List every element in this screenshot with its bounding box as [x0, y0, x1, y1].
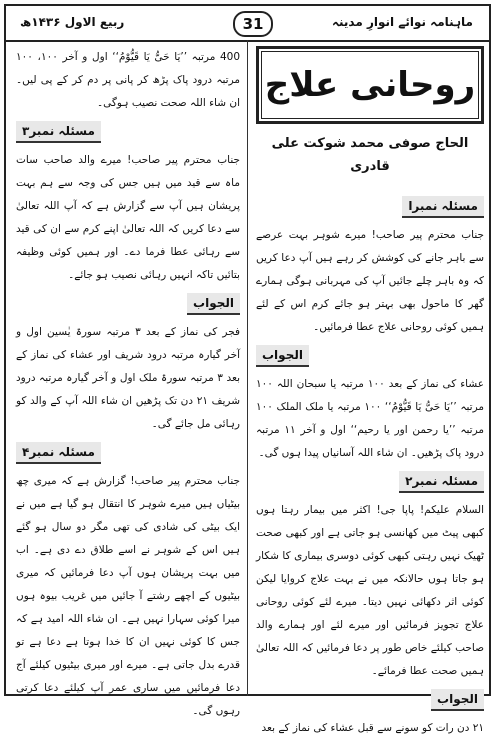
page-number: 31 [233, 11, 273, 37]
issue-date: ربیع الاول ۱۴۳۶ھ [20, 15, 125, 29]
question-text-4: جناب محترم پیر صاحب! گزارش ہے کہ میری چھ بیٹیاں ہیں میرے شوہر کا انتقال ہو گیا ہے میں نے ایک بیٹی کی شادی کی تھی مگر دو سال ہو گئے ہیں اس کے شوہر نے اسے طلاق دے دی ہے۔ اب میں بہت پریشان ہوں آپ دعا فرمائیں کہ میری بیٹیوں کے اچھے رشتے آ جائیں میں غریب بیوہ ہوں میرا کوئی سہارا نہیں ہے۔ ان شاء اللہ امید ہے کہ جس کا کوئی نہیں ان کا خدا ہوتا ہے دعا ہے تو قدرے بدل جاتی ہے۔ میرے اور میری بیٹیوں کیلئے آج دعا فرمائیں میں ساری عمر آپ کیلئے دعا کرتی رہوں گی۔ [16, 475, 240, 717]
column-divider [247, 40, 248, 696]
article-title: روحانی علاج [264, 65, 476, 105]
article-author: الحاج صوفی محمد شوکت علی قادری [271, 136, 469, 174]
left-column [16, 46, 240, 723]
question-heading-3: مسئلہ نمبر۳ [16, 121, 101, 143]
right-column [256, 46, 484, 740]
magazine-page [4, 4, 491, 734]
question-text-2: السلام علیکم! پاپا جی! اکثر میں بیمار رہتا ہوں کبھی پیٹ میں کھانسی ہو جاتی ہے اور کبھی صحت ٹھیک نہیں رہتی کبھی کوئی دوسری بیماری کا شکار ہو جاتا ہوں حالانکہ میں نے بہت علاج کروایا لیکن کوئی اثر دکھائی نہیں دیتا۔ میرے لئے کوئی روحانی علاج تجویز فرمائیں اور میرے لئے اور ہمارے والد صاحب کیلئے خاص طور پر دعا فرمائیں کہ اللہ تعالیٰ ہمیں صحت عطا فرمائے۔ [256, 504, 484, 677]
answer-text-1: عشاء کی نماز کے بعد ۱۰۰ مرتبہ یا سبحان اللہ ۱۰۰ مرتبہ ’’یَا حَیُّ یَا قَیُّوْمُ‘‘ ۱۰۰ مرتبہ یا ملک الملک ۱۰۰ مرتبہ ’’یا رحمن اور یا رحیم‘‘ اول و آخر ۱۱ مرتبہ درود پاک پڑھیں۔ ان شاء اللہ آسانیاں پیدا ہوں گی۔ [256, 378, 484, 459]
title-box [256, 46, 484, 124]
answer-text-2: ۲۱ دن رات کو سونے سے قبل عشاء کی نماز کے بعد [261, 722, 484, 734]
question-heading-1: مسئلہ نمبرا [402, 196, 484, 218]
answer-heading-3: الجواب [187, 293, 240, 315]
answer-text-3: فجر کی نماز کے بعد ۳ مرتبہ سورۃ یٰسین اول و آخر گیارہ مرتبہ درود شریف اور عشاء کی نماز کے بعد ۳ مرتبہ سورۃ ملک اول و آخر گیارہ مرتبہ درود شریف ۲۱ دن تک پڑھیں ان شاء اللہ آپ کے والد کو رہائی مل جائے گی۔ [16, 326, 240, 430]
page-header [6, 6, 489, 42]
answer-heading-1: الجواب [256, 345, 309, 367]
continued-text: 400 مرتبہ ’’یَا حَیُّ یَا قَیُّوْمُ‘‘ اول و آخر ۱۰۰، ۱۰۰ مرتبہ درود پاک پڑھ کر پانی پر دم کر کے پی لیں۔ ان شاء اللہ صحت نصیب ہوگی۔ [16, 51, 240, 109]
question-text-3: جناب محترم پیر صاحب! میرے والد صاحب سات ماہ سے قید میں ہیں جس کی وجہ سے ہم بہت پریشان ہیں آپ سے گزارش ہے کہ آپ اللہ تعالیٰ سے دعا کریں کہ اللہ تعالیٰ اپنے کرم سے ان کی قید سے رہائی عطا فرما دے۔ اور ہمیں کوئی وظیفہ بتائیں تاکہ انہیں رہائی نصیب ہو جائے۔ [16, 154, 240, 281]
magazine-name: ماہنامہ نوائے انوارِ مدینہ [331, 15, 473, 29]
question-heading-4: مسئلہ نمبر۴ [16, 442, 101, 464]
question-heading-2: مسئلہ نمبر۲ [399, 471, 484, 493]
question-text-1: جناب محترم پیر صاحب! میرے شوہر بہت عرصے سے باہر جانے کی کوشش کر رہے ہیں آپ دعا کریں کہ وہ باہر چلے جائیں آپ کی مہربانی ہوگی ہمارے گھر کا ماحول بھی بہتر ہو جائے کرم اس کے لئے ہمیں کوئی روحانی علاج عطا فرمائیں۔ [256, 229, 484, 333]
answer-heading-2: الجواب [431, 689, 484, 711]
